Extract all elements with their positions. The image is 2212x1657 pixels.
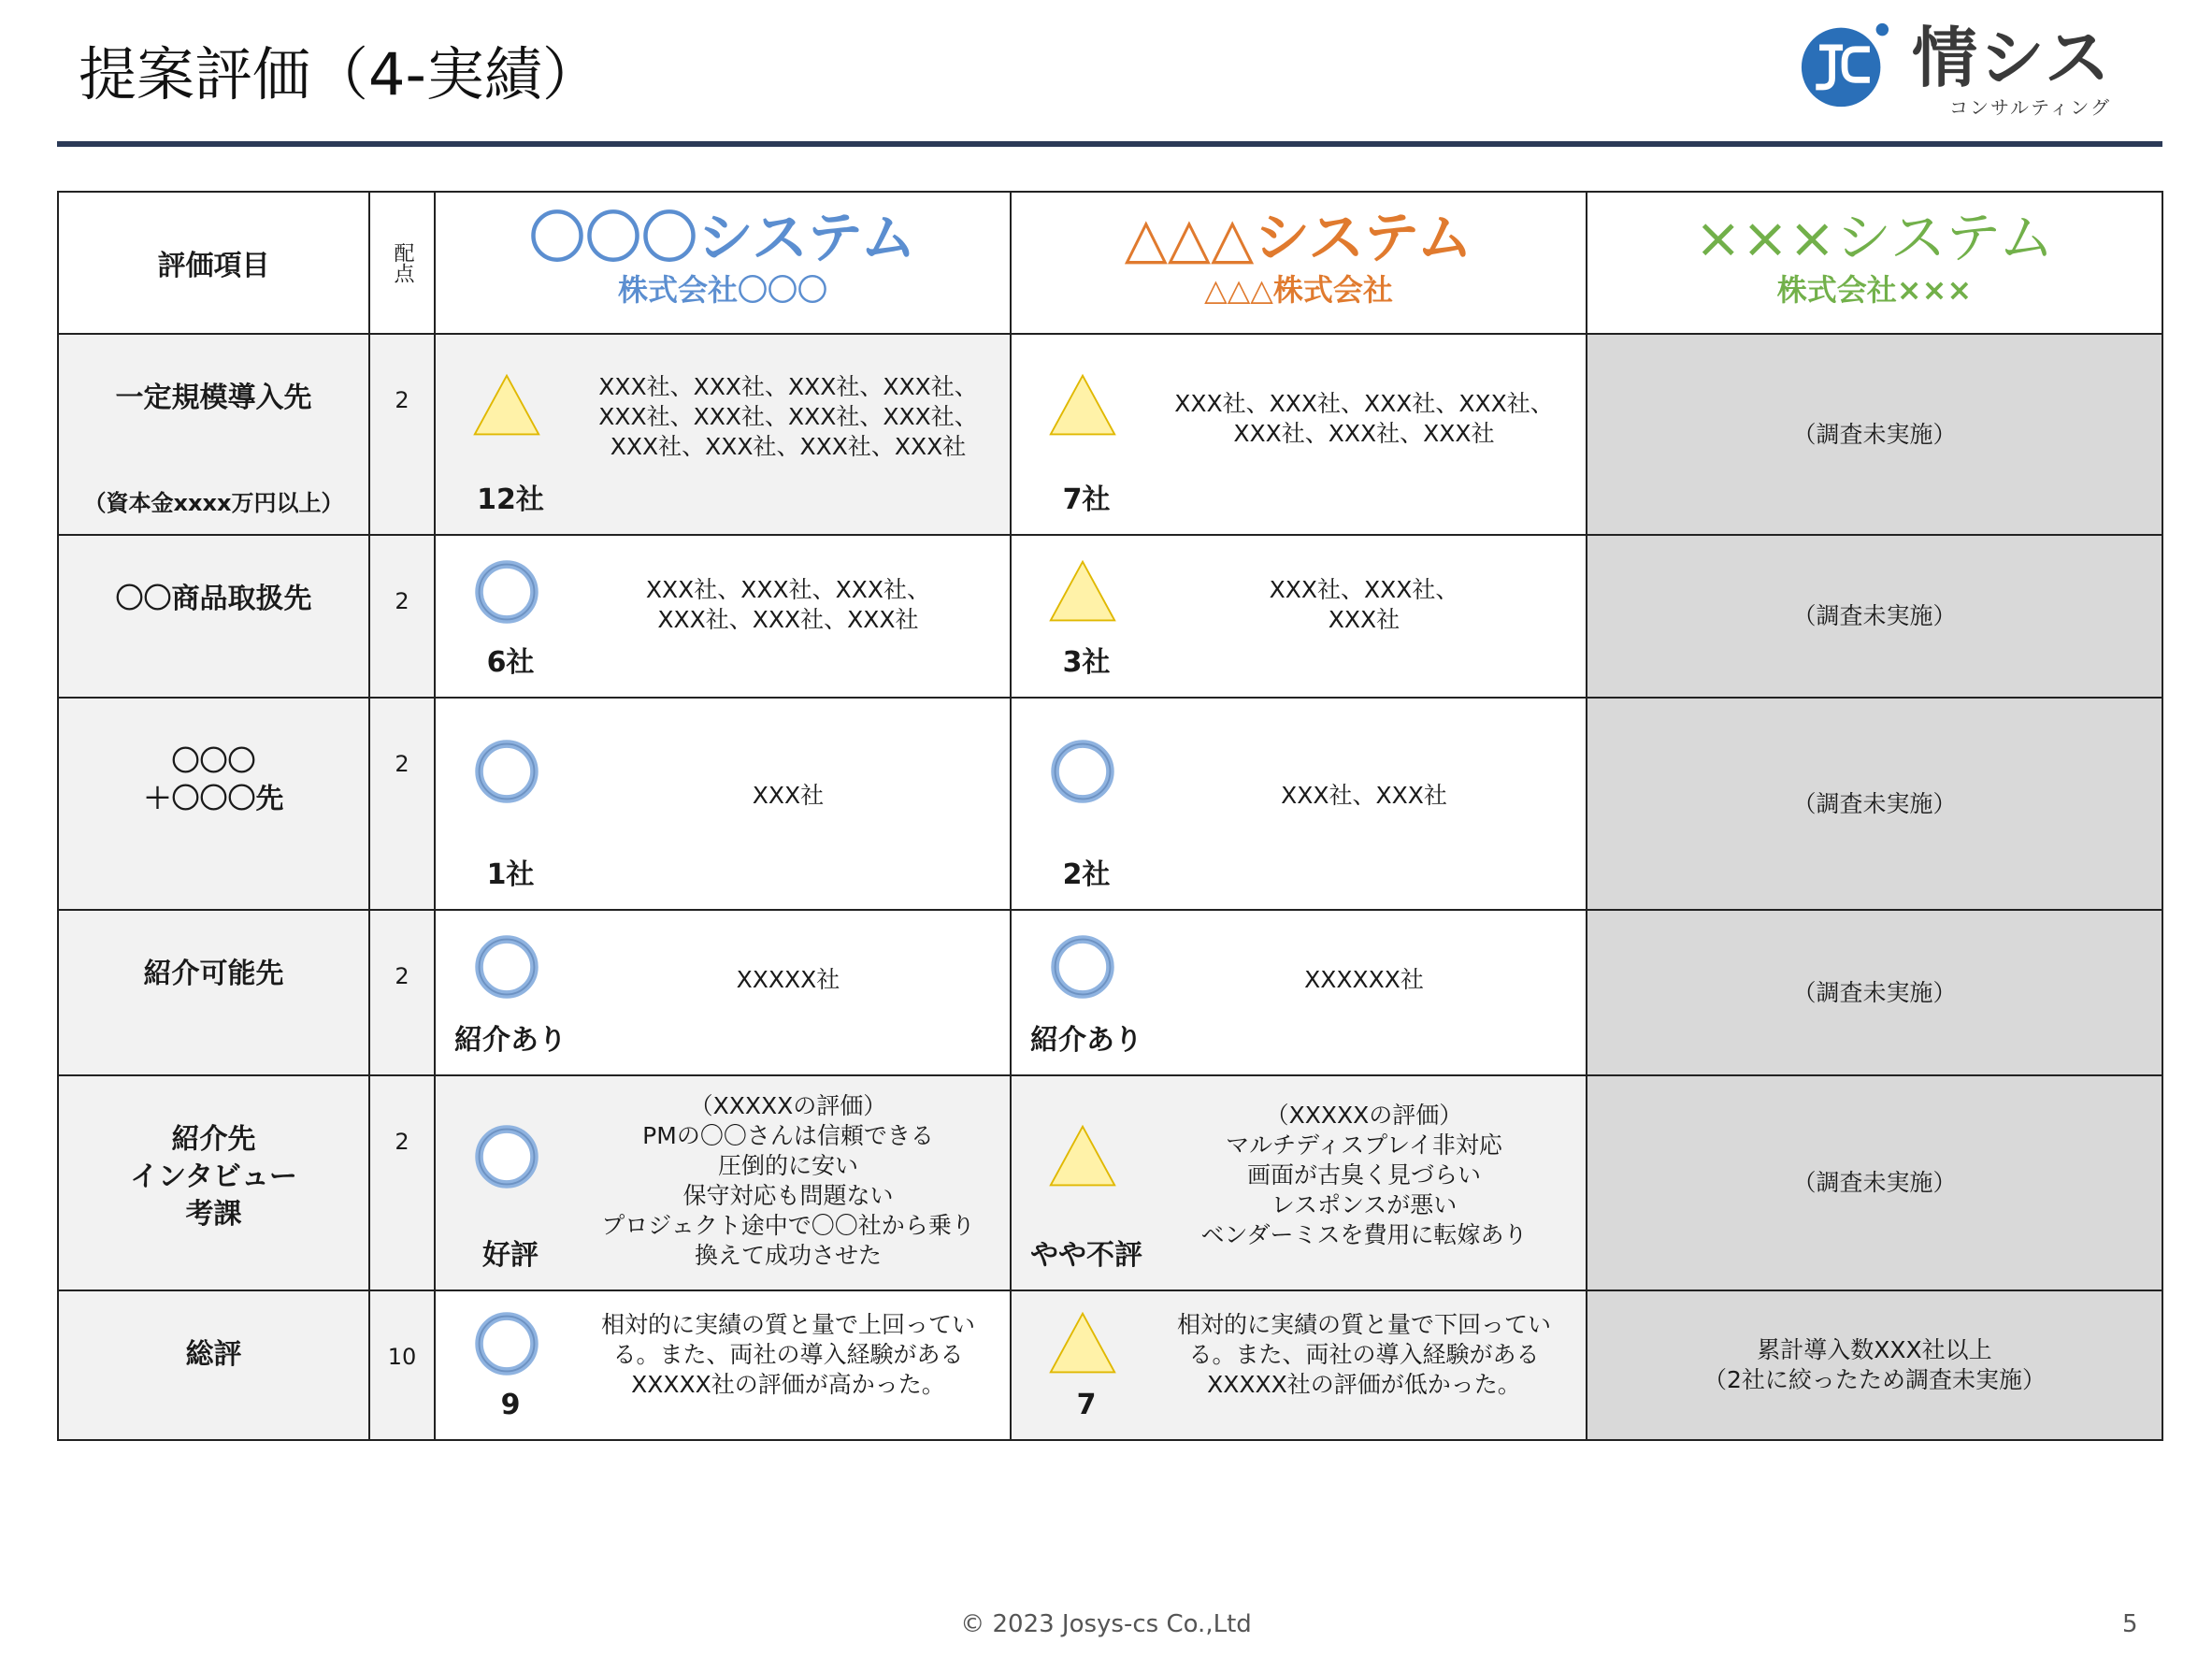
item-line: インタビュー: [130, 1160, 297, 1193]
vendor-a-corp: 株式会社〇〇〇: [617, 272, 827, 308]
detail-text: [1161, 1101, 1567, 1250]
points-value: 2: [395, 387, 409, 413]
note-line: （調査未実施）: [1792, 978, 1957, 1006]
item-label: [59, 699, 368, 818]
score-value: 9: [500, 1389, 521, 1421]
detail-line: XXX社、XXX社: [1281, 782, 1447, 809]
detail-line: XXX社、XXX社、XXX社、XXX社、: [598, 373, 978, 400]
item-line: 一定規模導入先: [115, 382, 312, 414]
verdict-label: 紹介あり: [454, 1024, 567, 1057]
verdict-label: 3社: [1062, 646, 1111, 679]
detail-line: る。また、両社の導入経験がある: [1188, 1341, 1540, 1368]
points-value: 2: [395, 963, 409, 989]
detail-line: 相対的に実績の質と量で下回ってい: [1176, 1311, 1551, 1338]
circle-rating-icon: [471, 556, 542, 627]
note-line: 累計導入数XXX社以上: [1757, 1336, 1992, 1363]
detail-text: [585, 372, 991, 462]
detail-line: XXX社、XXX社、XXX社、XXX社、: [1174, 390, 1554, 417]
detail-line: る。また、両社の導入経験がある: [612, 1341, 964, 1368]
note-line: （調査未実施）: [1792, 789, 1957, 817]
page-number: 5: [2122, 1610, 2138, 1638]
vendor-a-name: 〇〇〇システム: [529, 206, 916, 271]
triangle-rating-icon: [1047, 370, 1118, 441]
detail-line: XXXXX社: [736, 966, 840, 993]
detail-line: 保守対応も問題ない: [682, 1182, 894, 1209]
circle-rating-icon: [471, 931, 542, 1002]
detail-text: [585, 781, 991, 811]
item-label: [59, 536, 368, 618]
vendor-c-name: ×××システム: [1694, 206, 2055, 271]
detail-line: XXX社、XXX社、XXX社、XXX社、: [598, 403, 978, 430]
detail-line: XXX社: [752, 782, 825, 809]
verdict-label: 7社: [1062, 483, 1111, 516]
detail-text: [585, 1091, 991, 1271]
detail-line: XXX社、XXX社、: [1269, 576, 1459, 603]
triangle-rating-icon: [1047, 1308, 1118, 1379]
table-row: [58, 910, 2162, 1075]
verdict-label: 紹介あり: [1030, 1024, 1142, 1057]
detail-text: [1161, 575, 1567, 635]
table-row: [58, 698, 2162, 910]
evaluation-table: [57, 191, 2163, 1441]
verdict-label: 1社: [486, 858, 535, 891]
detail-line: マルチディスプレイ非対応: [1226, 1131, 1502, 1159]
detail-text: [585, 965, 991, 995]
header-points: [370, 193, 434, 333]
company-logo: [1800, 21, 2155, 123]
vendor-b-header: [1012, 193, 1586, 309]
note-line: （2社に絞ったため調査未実施）: [1703, 1366, 2046, 1393]
circle-rating-icon: [1047, 931, 1118, 1002]
circle-rating-icon: [471, 1121, 542, 1192]
detail-line: 画面が古臭く見づらい: [1246, 1161, 1481, 1189]
vendor-b-corp: △△△株式会社: [1204, 272, 1393, 308]
logo-subtext: コンサルティング: [1949, 96, 2111, 119]
detail-line: ベンダーミスを費用に転嫁あり: [1200, 1221, 1528, 1248]
detail-line: プロジェクト途中で〇〇社から乗り: [601, 1212, 975, 1239]
triangle-rating-icon: [1047, 1121, 1118, 1192]
item-line: 〇〇商品取扱先: [115, 583, 312, 615]
detail-text: [1161, 965, 1567, 995]
detail-line: XXXXX社の評価が低かった。: [1207, 1371, 1521, 1398]
title-divider: [57, 141, 2162, 147]
detail-line: XXXXXX社: [1304, 966, 1424, 993]
points-value: 2: [395, 751, 409, 777]
detail-line: XXX社、XXX社、XXX社、: [645, 576, 931, 603]
logo-text: 情シス: [1912, 20, 2112, 96]
circle-rating-icon: [471, 1308, 542, 1379]
detail-line: 換えて成功させた: [694, 1242, 882, 1269]
vendor-c-note: [1587, 699, 2162, 909]
verdict-label: 6社: [486, 646, 535, 679]
logo-mark-icon: [1800, 21, 1889, 110]
points-value: 10: [387, 1344, 417, 1370]
detail-text: [1161, 1310, 1567, 1400]
detail-line: （XXXXXの評価）: [1265, 1102, 1463, 1129]
detail-line: （XXXXXの評価）: [689, 1092, 887, 1119]
circle-rating-icon: [471, 736, 542, 807]
item-label: [59, 335, 368, 417]
note-line: （調査未実施）: [1792, 1169, 1957, 1196]
table-row: [58, 1075, 2162, 1290]
item-sublabel: （資本金xxxx万円以上）: [83, 490, 344, 516]
page-title: 提案評価（4-実績）: [79, 40, 600, 108]
vendor-c-header: [1587, 193, 2162, 309]
header-row: [58, 192, 2162, 334]
detail-line: XXX社: [1328, 606, 1400, 633]
note-line: （調査未実施）: [1792, 420, 1957, 448]
vendor-b-name: △△△システム: [1124, 206, 1473, 271]
vendor-c-note: [1587, 1076, 2162, 1290]
detail-line: PMの〇〇さんは信頼できる: [642, 1122, 934, 1149]
score-value: 7: [1076, 1389, 1097, 1421]
points-value: 2: [395, 1129, 409, 1155]
triangle-rating-icon: [471, 370, 542, 441]
detail-text: [585, 575, 991, 635]
header-item: 評価項目: [157, 250, 270, 282]
detail-line: XXX社、XXX社、XXX社: [1233, 420, 1495, 447]
item-line: 紹介可能先: [143, 958, 284, 990]
table-row: [58, 334, 2162, 535]
item-line: 〇〇〇: [171, 745, 256, 778]
circle-rating-icon: [1047, 736, 1118, 807]
detail-text: [1161, 781, 1567, 811]
item-line: ＋〇〇〇先: [143, 783, 284, 815]
vendor-c-corp: 株式会社×××: [1776, 272, 1973, 308]
verdict-label: やや不評: [1030, 1239, 1142, 1272]
note-line: （調査未実施）: [1792, 602, 1957, 629]
vendor-c-note: [1587, 335, 2162, 534]
detail-line: レスポンスが悪い: [1271, 1191, 1458, 1218]
vendor-c-note: [1587, 1291, 2162, 1439]
detail-line: XXX社、XXX社、XXX社、XXX社: [610, 433, 967, 460]
item-line: 紹介先: [171, 1123, 256, 1156]
vendor-c-note: [1587, 536, 2162, 697]
copyright-footer: © 2023 Josys-cs Co.,Ltd: [960, 1610, 1252, 1638]
verdict-label: 2社: [1062, 858, 1111, 891]
detail-line: 圧倒的に安い: [717, 1152, 858, 1179]
item-line: 総評: [185, 1338, 242, 1371]
triangle-rating-icon: [1047, 556, 1118, 627]
header-points-label: 配点: [391, 242, 414, 283]
verdict-label: 好評: [482, 1239, 539, 1272]
detail-line: XXX社、XXX社、XXX社: [657, 606, 919, 633]
table-row: [58, 1290, 2162, 1440]
vendor-a-header: [436, 193, 1010, 309]
detail-text: [1161, 389, 1567, 449]
vendor-c-note: [1587, 911, 2162, 1074]
table-row: [58, 535, 2162, 698]
item-line: 考課: [185, 1198, 242, 1231]
item-label: [59, 911, 368, 993]
detail-line: 相対的に実績の質と量で上回ってい: [600, 1311, 975, 1338]
item-label: [59, 1291, 368, 1374]
detail-text: [585, 1310, 991, 1400]
points-value: 2: [395, 588, 409, 614]
item-label: [59, 1076, 368, 1233]
detail-line: XXXXX社の評価が高かった。: [631, 1371, 945, 1398]
verdict-label: 12社: [477, 483, 544, 516]
